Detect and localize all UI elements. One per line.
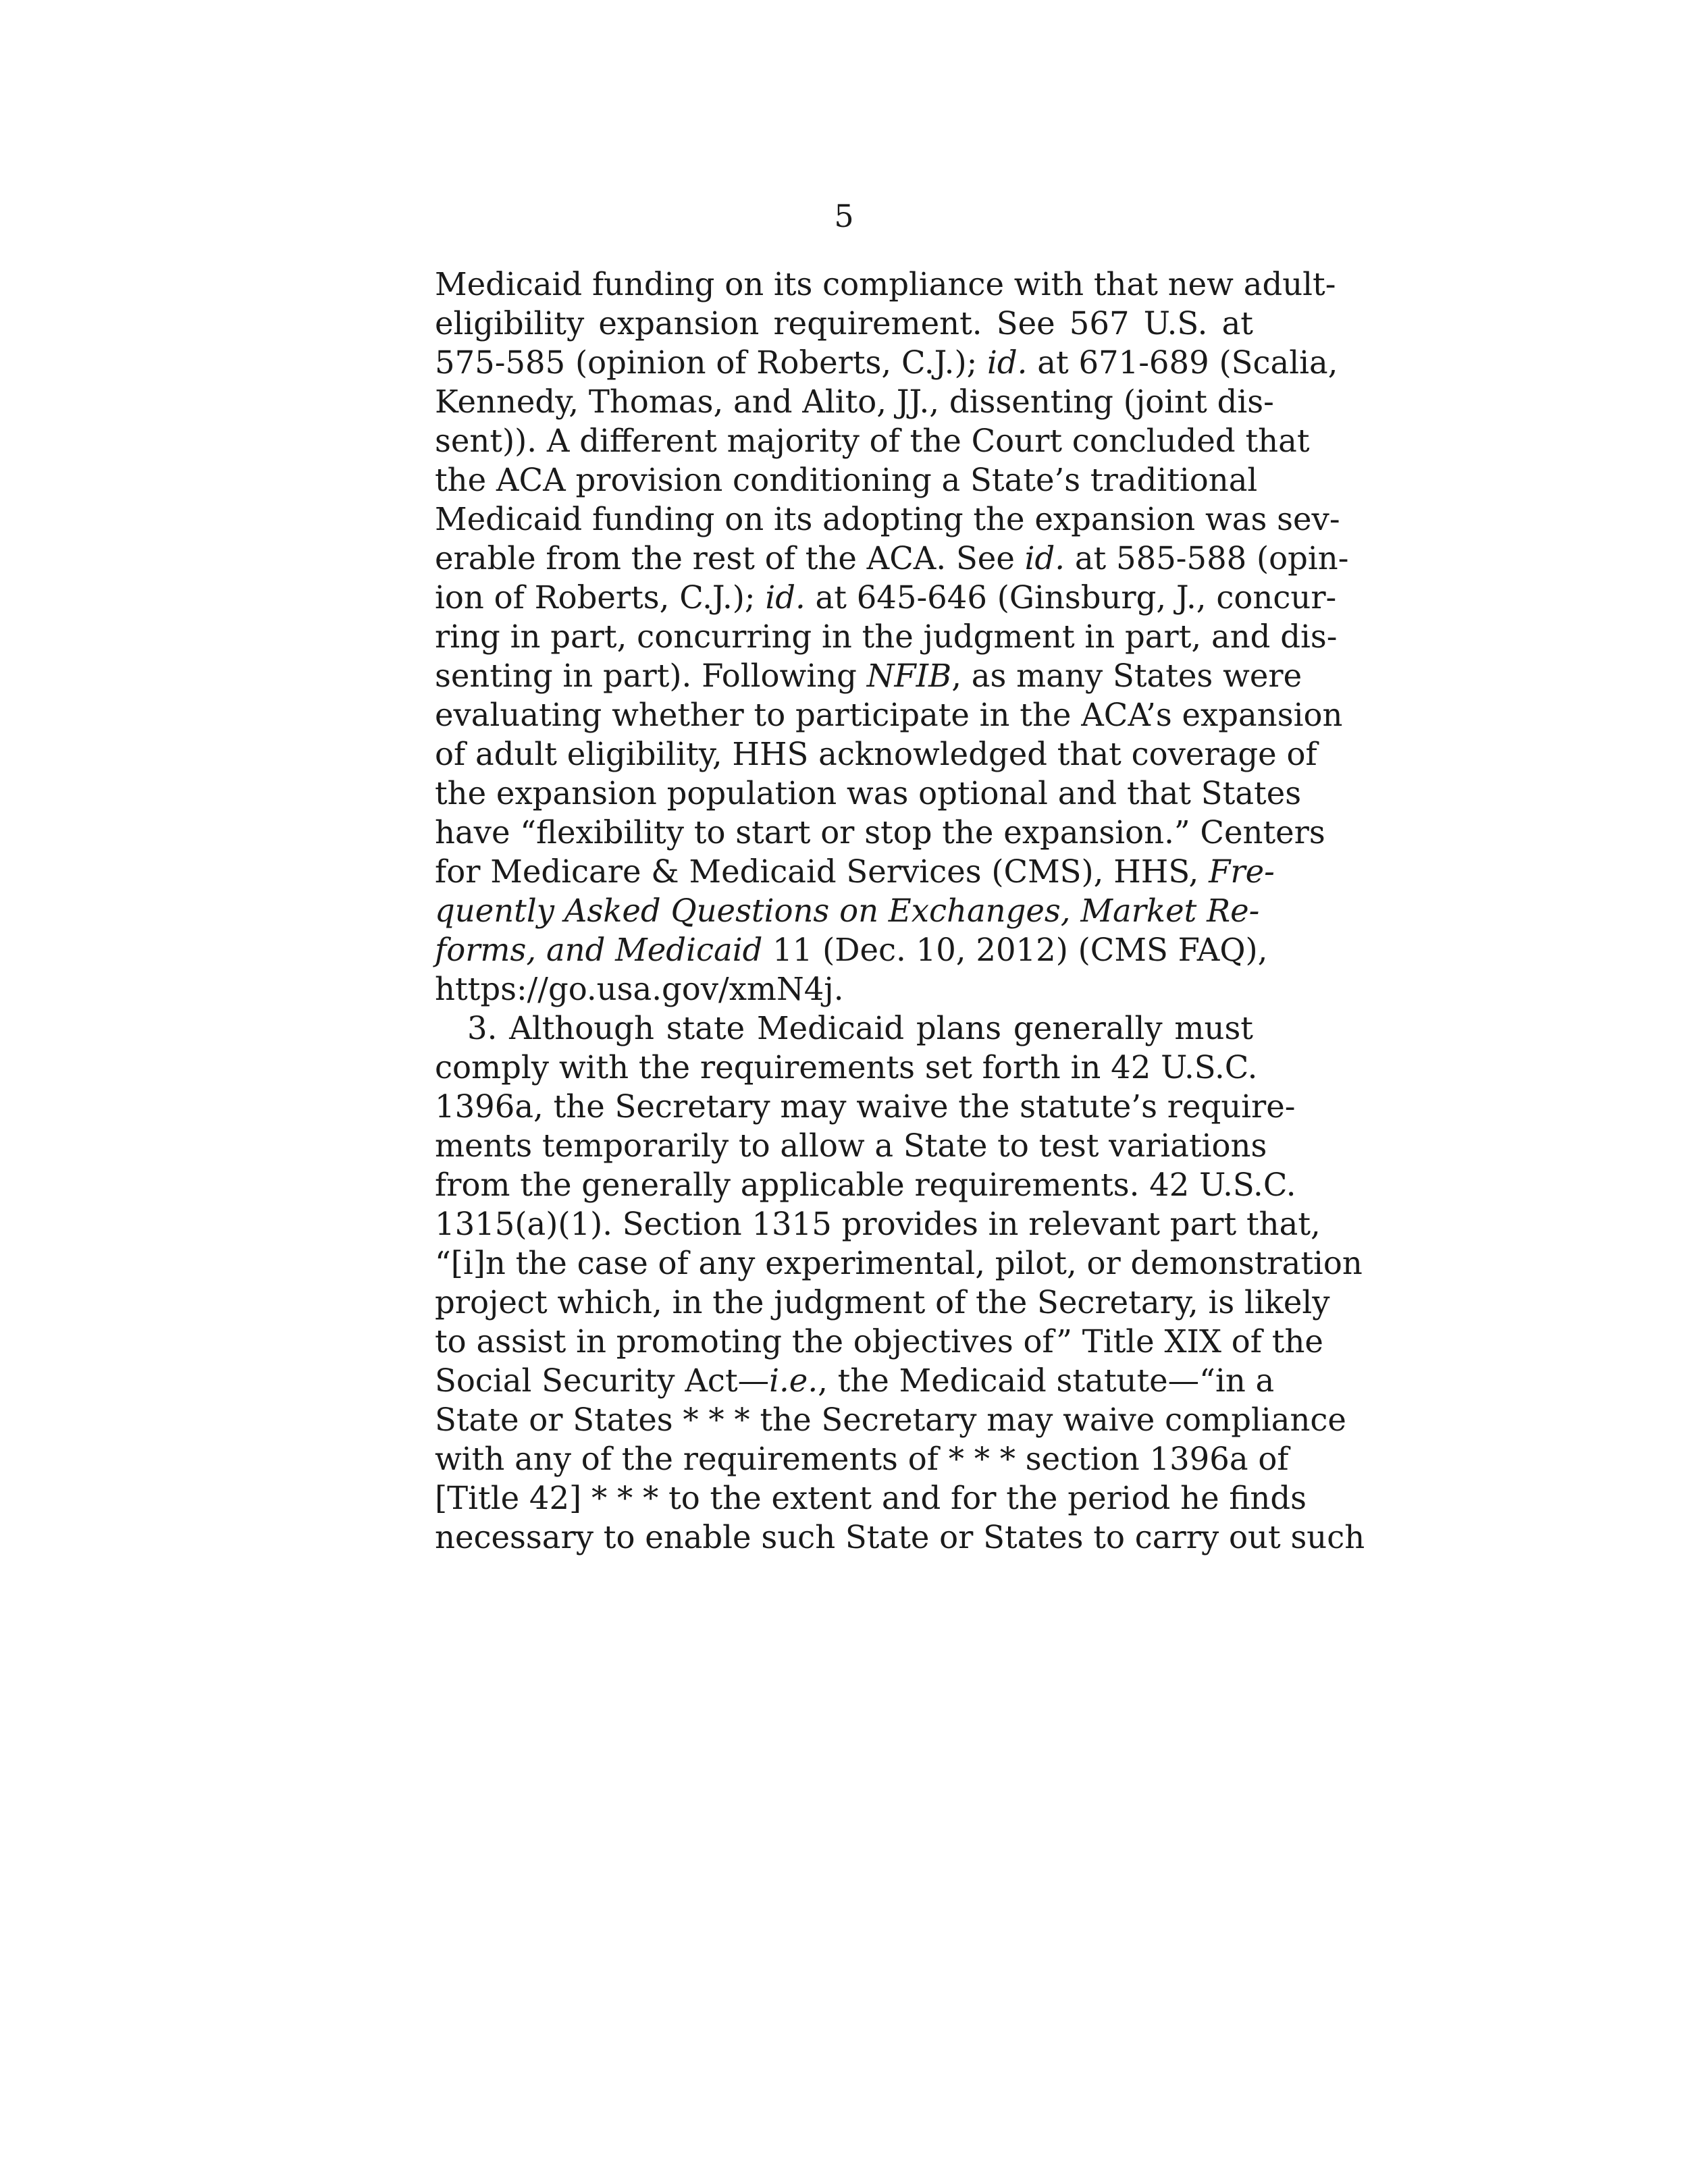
- text-line: [435, 617, 1338, 656]
- text-line: [435, 460, 1258, 500]
- italic-text: NFIB: [866, 658, 952, 694]
- text-line: [435, 695, 1343, 735]
- text-segment: evaluating whether to participate in the ACA’s expansion: [435, 697, 1343, 733]
- text-line: [435, 852, 1275, 891]
- text-line: [435, 1322, 1323, 1361]
- page-number: 5: [834, 198, 854, 234]
- text-segment: Medicaid funding on its compliance with that new adult-: [435, 266, 1336, 302]
- italic-text: i.e.: [769, 1362, 818, 1399]
- text-line: [435, 382, 1274, 421]
- text-line: [435, 421, 1310, 460]
- text-segment: , the Medicaid statute—“in a: [818, 1362, 1275, 1399]
- text-segment: Social Security Act—: [435, 1362, 770, 1399]
- text-segment: senting in part). Following: [435, 658, 867, 694]
- text-segment: 1396a, the Secretary may waive the statute’s require-: [435, 1088, 1296, 1125]
- text-segment: 1315(a)(1). Section 1315 provides in relevant part that,: [435, 1206, 1321, 1242]
- text-segment: necessary to enable such State or States to carry out such: [435, 1519, 1365, 1555]
- text-segment: ion of Roberts, C.J.);: [435, 579, 766, 616]
- text-segment: of adult eligibility, HHS acknowledged that coverage of: [435, 736, 1317, 772]
- italic-text: id.: [1024, 540, 1065, 577]
- text-segment: 575-585 (opinion of Roberts, C.J.);: [435, 344, 988, 381]
- text-line: [435, 578, 1337, 617]
- text-line: [435, 1400, 1346, 1439]
- text-segment: at 671-689 (Scalia,: [1027, 344, 1338, 381]
- text-line: [435, 343, 1338, 382]
- italic-text: quently Asked Questions on Exchanges, Market Re-: [435, 893, 1260, 929]
- text-line: [435, 813, 1325, 852]
- text-line: [435, 969, 1253, 1009]
- text-segment: ments temporarily to allow a State to test variations: [435, 1127, 1267, 1164]
- text-segment: the expansion population was optional and that States: [435, 775, 1302, 811]
- text-line: [435, 265, 1336, 304]
- italic-text: forms, and Medicaid: [435, 932, 763, 968]
- body-text: [435, 265, 1365, 1557]
- text-line: [435, 656, 1302, 695]
- text-segment: comply with the requirements set forth in 42 U.S.C.: [435, 1049, 1258, 1086]
- text-segment: [Title 42] * * * to the extent and for the period he finds: [435, 1480, 1307, 1516]
- text-segment: https://go.usa.gov/xmN4j.: [435, 971, 844, 1007]
- text-segment: , as many States were: [951, 658, 1302, 694]
- text-segment: at 645-646 (Ginsburg, J., concur-: [805, 579, 1337, 616]
- text-segment: 11 (Dec. 10, 2012) (CMS FAQ),: [762, 932, 1268, 968]
- text-line: [435, 1479, 1307, 1518]
- text-segment: the ACA provision conditioning a State’s traditional: [435, 462, 1258, 498]
- text-line: [435, 500, 1340, 539]
- text-segment: Kennedy, Thomas, and Alito, JJ., dissenting (joint dis-: [435, 383, 1274, 420]
- text-line: [435, 930, 1268, 969]
- text-segment: to assist in promoting the objectives of” Title XIX of the: [435, 1323, 1323, 1360]
- text-segment: have “flexibility to start or stop the expansion.” Centers: [435, 814, 1325, 851]
- text-segment: project which, in the judgment of the Secretary, is likely: [435, 1284, 1330, 1321]
- text-segment: with any of the requirements of * * * section 1396a of: [435, 1441, 1289, 1477]
- text-line: [435, 304, 1253, 343]
- text-segment: Medicaid funding on its adopting the expansion was sev-: [435, 501, 1340, 537]
- italic-text: Fre-: [1209, 853, 1275, 890]
- text-line: [435, 1048, 1258, 1087]
- text-line: [435, 539, 1349, 578]
- italic-text: id.: [765, 579, 806, 616]
- text-segment: State or States * * * the Secretary may waive compliance: [435, 1402, 1346, 1438]
- text-line: [435, 1126, 1267, 1165]
- text-segment: sent)). A different majority of the Court concluded that: [435, 423, 1310, 459]
- text-segment: from the generally applicable requirements. 42 U.S.C.: [435, 1167, 1296, 1203]
- italic-text: id.: [987, 344, 1028, 381]
- text-segment: eligibility expansion requirement. See 567 U.S. at: [435, 305, 1253, 342]
- text-line: [435, 1204, 1321, 1244]
- text-line: [435, 1439, 1289, 1479]
- text-line: [435, 1087, 1296, 1126]
- text-segment: 3. Although state Medicaid plans generally must: [467, 1010, 1253, 1046]
- text-line: [435, 1244, 1363, 1283]
- text-line: [435, 735, 1317, 774]
- text-line: [435, 1165, 1296, 1204]
- text-line: [435, 1361, 1275, 1400]
- text-segment: at 585-588 (opin-: [1065, 540, 1349, 577]
- text-line: [435, 1518, 1365, 1557]
- text-line: [435, 774, 1302, 813]
- text-line: [435, 1283, 1330, 1322]
- text-segment: for Medicare & Medicaid Services (CMS), HHS,: [435, 853, 1209, 890]
- text-segment: “[i]n the case of any experimental, pilot, or demonstration: [435, 1245, 1363, 1281]
- text-line: [435, 891, 1260, 930]
- text-segment: erable from the rest of the ACA. See: [435, 540, 1025, 577]
- text-segment: ring in part, concurring in the judgment in part, and dis-: [435, 618, 1338, 655]
- text-line: [435, 1009, 1253, 1048]
